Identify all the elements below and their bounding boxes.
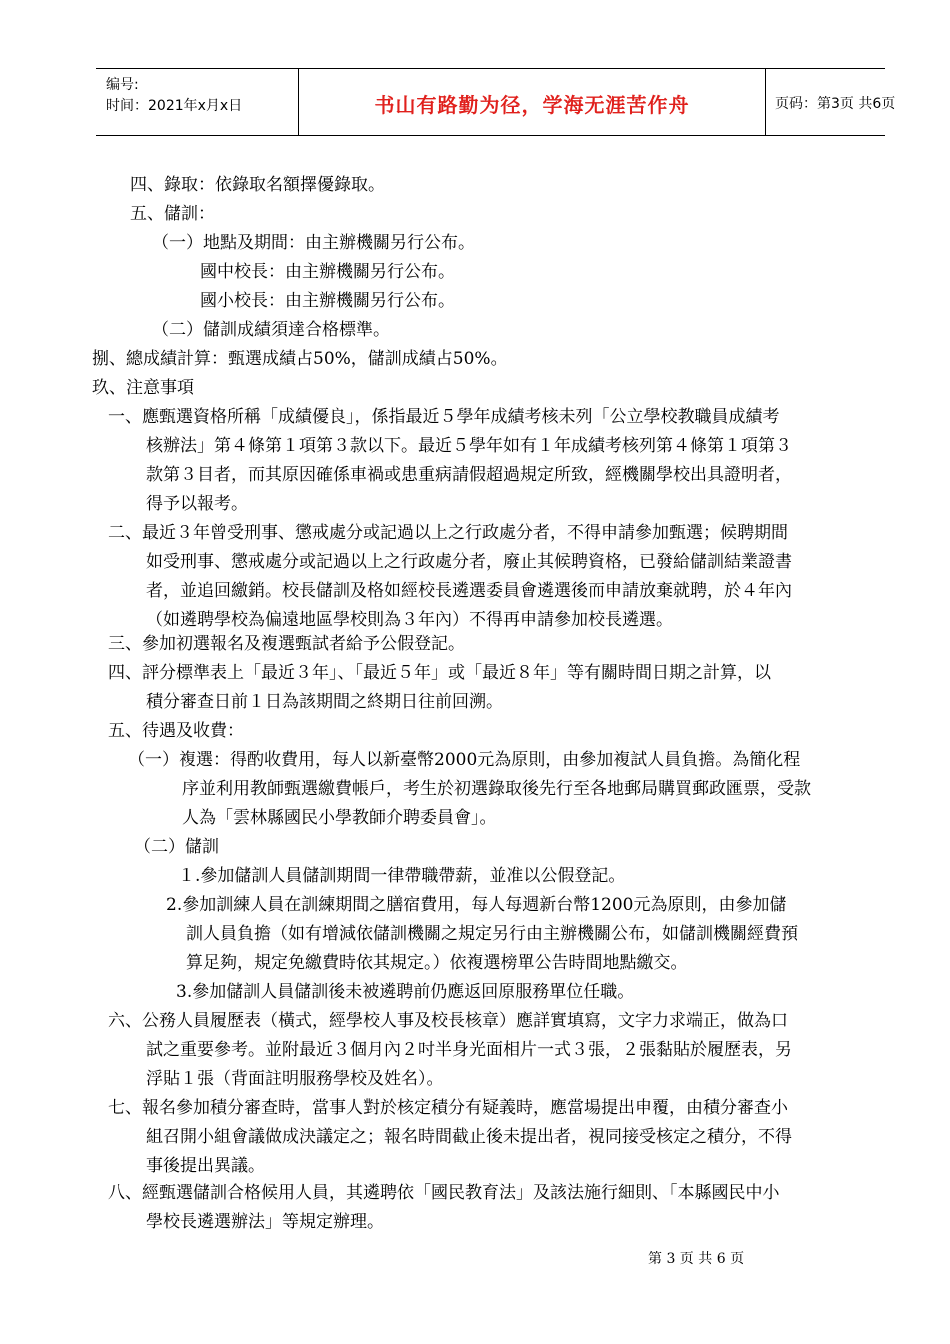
line-training-standard: （二）儲訓成績須達合格標準。 [152, 320, 390, 340]
page-header [96, 68, 896, 136]
line-note4-b: 積分審查日前１日為該期間之終期日往前回溯。 [146, 692, 503, 712]
line-note5-1-b: 序並利用教師甄選繳費帳戶，考生於初選錄取後先行至各地郵局購買郵政匯票，受款 [182, 779, 811, 799]
page-number-label: 页码：第3页 共6页 [775, 96, 896, 112]
line-note2-d: （如遴聘學校為偏遠地區學校則為３年內）不得再申請參加校長遴選。 [146, 610, 673, 630]
line-note5-2-item1: １.參加儲訓人員儲訓期間一律帶職帶薪，並准以公假登記。 [178, 866, 626, 886]
line-note6-b: 試之重要參考。並附最近３個月內２吋半身光面相片一式３張，２張黏貼於履歷表，另 [146, 1040, 792, 1060]
motto: 书山有路勤为径，学海无涯苦作舟 [374, 93, 690, 117]
line-training-heading: 五、儲訓： [130, 204, 215, 224]
page-footer: 第 3 页 共 6 页 [648, 1251, 745, 1267]
line-note6-a: 六、公務人員履歷表（橫式，經學校人事及校長核章）應詳實填寫，文字力求端正，做為口 [108, 1011, 788, 1031]
line-admission: 四、錄取：依錄取名額擇優錄取。 [130, 175, 385, 195]
header-motto-cell [298, 69, 766, 135]
time-label: 时间：2021年x月x日 [106, 98, 243, 114]
line-note8-b: 學校長遴選辦法」等規定辦理。 [146, 1212, 384, 1232]
line-total-score: 捌、總成績計算：甄選成績占50%，儲訓成績占50%。 [92, 349, 508, 369]
line-note1-c: 款第３目者，而其原因確係車禍或患重病請假超過規定所致，經機關學校出具證明者， [146, 465, 792, 485]
line-note6-c: 浮貼１張（背面註明服務學校及姓名）。 [146, 1069, 444, 1089]
line-note1-b: 核辦法」第４條第１項第３款以下。最近５學年如有１年成績考核列第４條第１項第３ [146, 436, 792, 456]
line-note1-d: 得予以報考。 [146, 494, 248, 514]
header-page-cell [765, 69, 896, 135]
header-meta-cell [96, 69, 298, 135]
line-note5-2-heading: （二）儲訓 [134, 837, 219, 857]
number-label: 编号: [106, 77, 139, 93]
line-elementary-principal: 國小校長：由主辦機關另行公布。 [200, 291, 455, 311]
line-note5-1-c: 人為「雲林縣國民小學教師介聘委員會」。 [182, 808, 497, 828]
line-junior-principal: 國中校長：由主辦機關另行公布。 [200, 262, 455, 282]
line-training-location: （一）地點及期間：由主辦機關另行公布。 [152, 233, 475, 253]
line-note5-1-a: （一）複選：得酌收費用，每人以新臺幣2000元為原則，由參加複試人員負擔。為簡化程 [128, 750, 801, 770]
line-note2-b: 如受刑事、懲戒處分或記過以上之行政處分者，廢止其候聘資格，已發給儲訓結業證書 [146, 552, 792, 572]
line-note4-a: 四、評分標準表上「最近３年」、「最近５年」或「最近８年」等有關時間日期之計算，以 [108, 663, 771, 683]
line-note1-a: 一、應甄選資格所稱「成績優良」，係指最近５學年成績考核未列「公立學校教職員成績考 [108, 407, 780, 427]
line-note5-2-item3: 3.參加儲訓人員儲訓後未被遴聘前仍應返回原服務單位任職。 [176, 982, 635, 1002]
line-note5-heading: 五、待遇及收費： [108, 721, 244, 741]
line-note8-a: 八、經甄選儲訓合格候用人員，其遴聘依「國民教育法」及該法施行細則、「本縣國民中小 [108, 1183, 780, 1203]
line-note7-a: 七、報名參加積分審查時，當事人對於核定積分有疑義時，應當場提出申覆，由積分審查小 [108, 1098, 788, 1118]
line-note7-c: 事後提出異議。 [146, 1156, 265, 1176]
line-note5-2-item2-c: 算足夠，規定免繳費時依其規定。）依複選榜單公告時間地點繳交。 [186, 953, 688, 973]
line-note2-a: 二、最近３年曾受刑事、懲戒處分或記過以上之行政處分者，不得申請參加甄選；候聘期間 [108, 523, 788, 543]
line-notes-heading: 玖、注意事項 [92, 378, 194, 398]
line-note2-c: 者，並追回繳銷。校長儲訓及格如經校長遴選委員會遴選後而申請放棄就聘，於４年內 [146, 581, 792, 601]
line-note7-b: 組召開小組會議做成決議定之；報名時間截止後未提出者，視同接受核定之積分，不得 [146, 1127, 792, 1147]
line-note5-2-item2-a: 2.參加訓練人員在訓練期間之膳宿費用，每人每週新台幣1200元為原則，由參加儲 [166, 895, 787, 915]
line-note3: 三、參加初選報名及複選甄試者給予公假登記。 [108, 634, 465, 654]
line-note5-2-item2-b: 訓人員負擔（如有增減依儲訓機關之規定另行由主辦機關公布，如儲訓機關經費預 [186, 924, 798, 944]
